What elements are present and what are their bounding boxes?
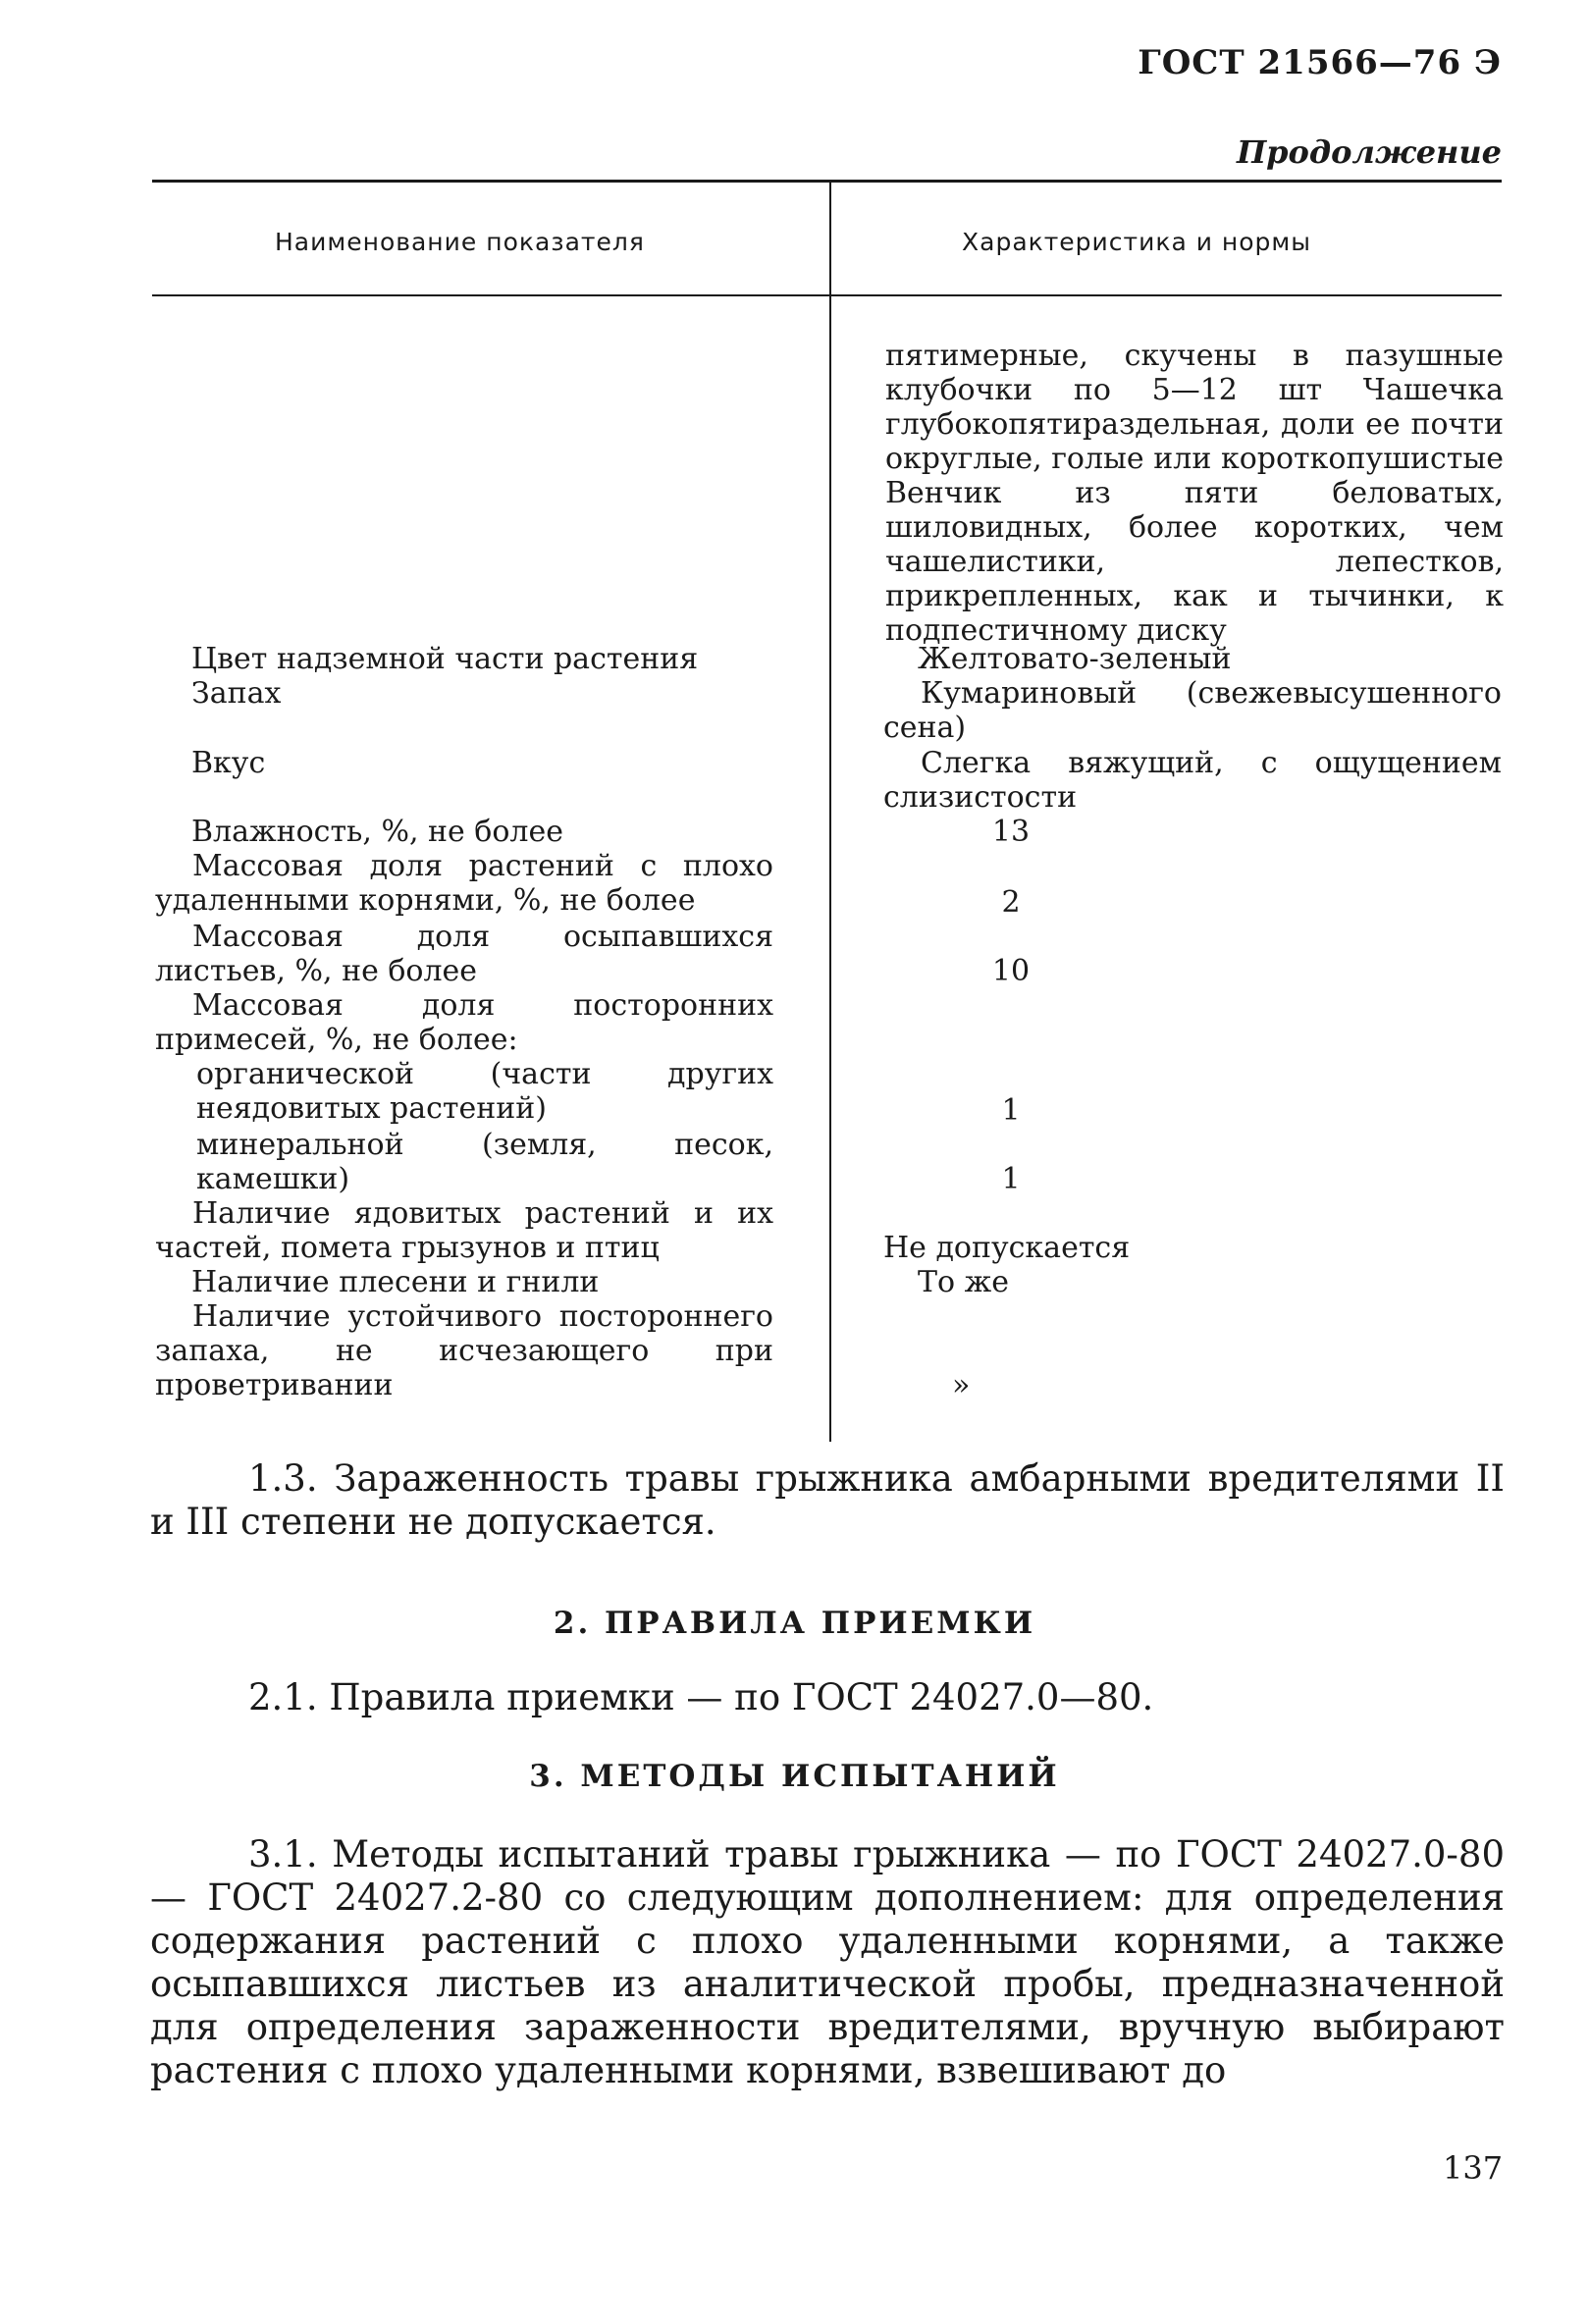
row-value-moisture: 13 (991, 815, 1031, 849)
carryover-description: пятимерные, скучены в пазушные клубочки по 5—12 шт Чашечка глубокопятираздельная, доли ее почти округлые, голые или короткопушистые Венчик из пяти беловатых, шиловидных, более коротких, чем чашелистики, лепестков, прикрепленных, как и тычинки, к подпестичному диску (885, 339, 1504, 648)
row-name-taste: Вкус (191, 746, 266, 780)
table-top-rule (152, 180, 1502, 183)
row-name-organic: органической (части других неядовитых растений) (196, 1057, 773, 1126)
row-name-odor: Наличие устойчивого постороннего запаха, не исчезающего при проветривании (155, 1299, 773, 1402)
row-value-roots: 2 (1001, 885, 1021, 920)
row-value-mineral: 1 (1001, 1162, 1021, 1196)
row-value-smell: Кумариновый (свежевысушенного сена) (883, 676, 1502, 745)
table-header-rule (152, 294, 1502, 296)
row-value-mold: То же (918, 1265, 1009, 1299)
row-value-organic: 1 (1001, 1093, 1021, 1128)
table-column-divider (829, 181, 831, 1442)
page-number: 137 (1443, 2149, 1504, 2187)
row-name-mold: Наличие плесени и гнили (191, 1265, 600, 1299)
row-value-color: Желтовато-зеленый (918, 642, 1232, 676)
row-name-color: Цвет надземной части растения (191, 642, 699, 676)
row-value-poisonous: Не допускается (883, 1231, 1131, 1265)
row-name-moisture: Влажность, %, не более (191, 815, 563, 849)
row-name-mineral: минеральной (земля, песок, камешки) (196, 1128, 773, 1196)
row-name-smell: Запах (191, 676, 282, 711)
row-value-leaves: 10 (991, 954, 1031, 988)
section-2-title: 2. ПРАВИЛА ПРИЕМКИ (553, 1606, 1036, 1641)
row-name-impurities: Массовая доля посторонних примесей, %, не более: (155, 988, 773, 1057)
section-3-title: 3. МЕТОДЫ ИСПЫТАНИЙ (529, 1759, 1060, 1794)
paragraph-2-1: 2.1. Правила приемки — по ГОСТ 24027.0—80. (248, 1676, 1154, 1718)
table-continuation-label: Продолжение (1236, 133, 1502, 171)
row-value-taste: Слегка вяжущий, с ощущением слизистости (883, 746, 1502, 815)
row-name-leaves: Массовая доля осыпавшихся листьев, %, не более (155, 920, 773, 988)
column-header-characteristics: Характеристика и нормы (962, 228, 1312, 256)
paragraph-3-1: 3.1. Методы испытаний травы грыжника — по ГОСТ 24027.0-80 — ГОСТ 24027.2-80 со следующим дополнением: для определения содержания растений с плохо удаленными корнями, а также осыпавшихся листьев из аналитической пробы, предназначенной для определения зараженности вредителями, вручную выбирают растения с плохо удаленными корнями, взвешивают до (150, 1833, 1505, 2091)
column-header-name: Наименование показателя (275, 228, 645, 256)
standard-number: ГОСТ 21566—76 Э (1138, 43, 1502, 82)
row-name-roots: Массовая доля растений с плохо удаленными корнями, %, не более (155, 849, 773, 918)
row-name-poisonous: Наличие ядовитых растений и их частей, помета грызунов и птиц (155, 1196, 773, 1265)
paragraph-1-3: 1.3. Зараженность травы грыжника амбарными вредителями II и III степени не допускается. (150, 1457, 1505, 1543)
row-value-odor: » (952, 1368, 971, 1402)
